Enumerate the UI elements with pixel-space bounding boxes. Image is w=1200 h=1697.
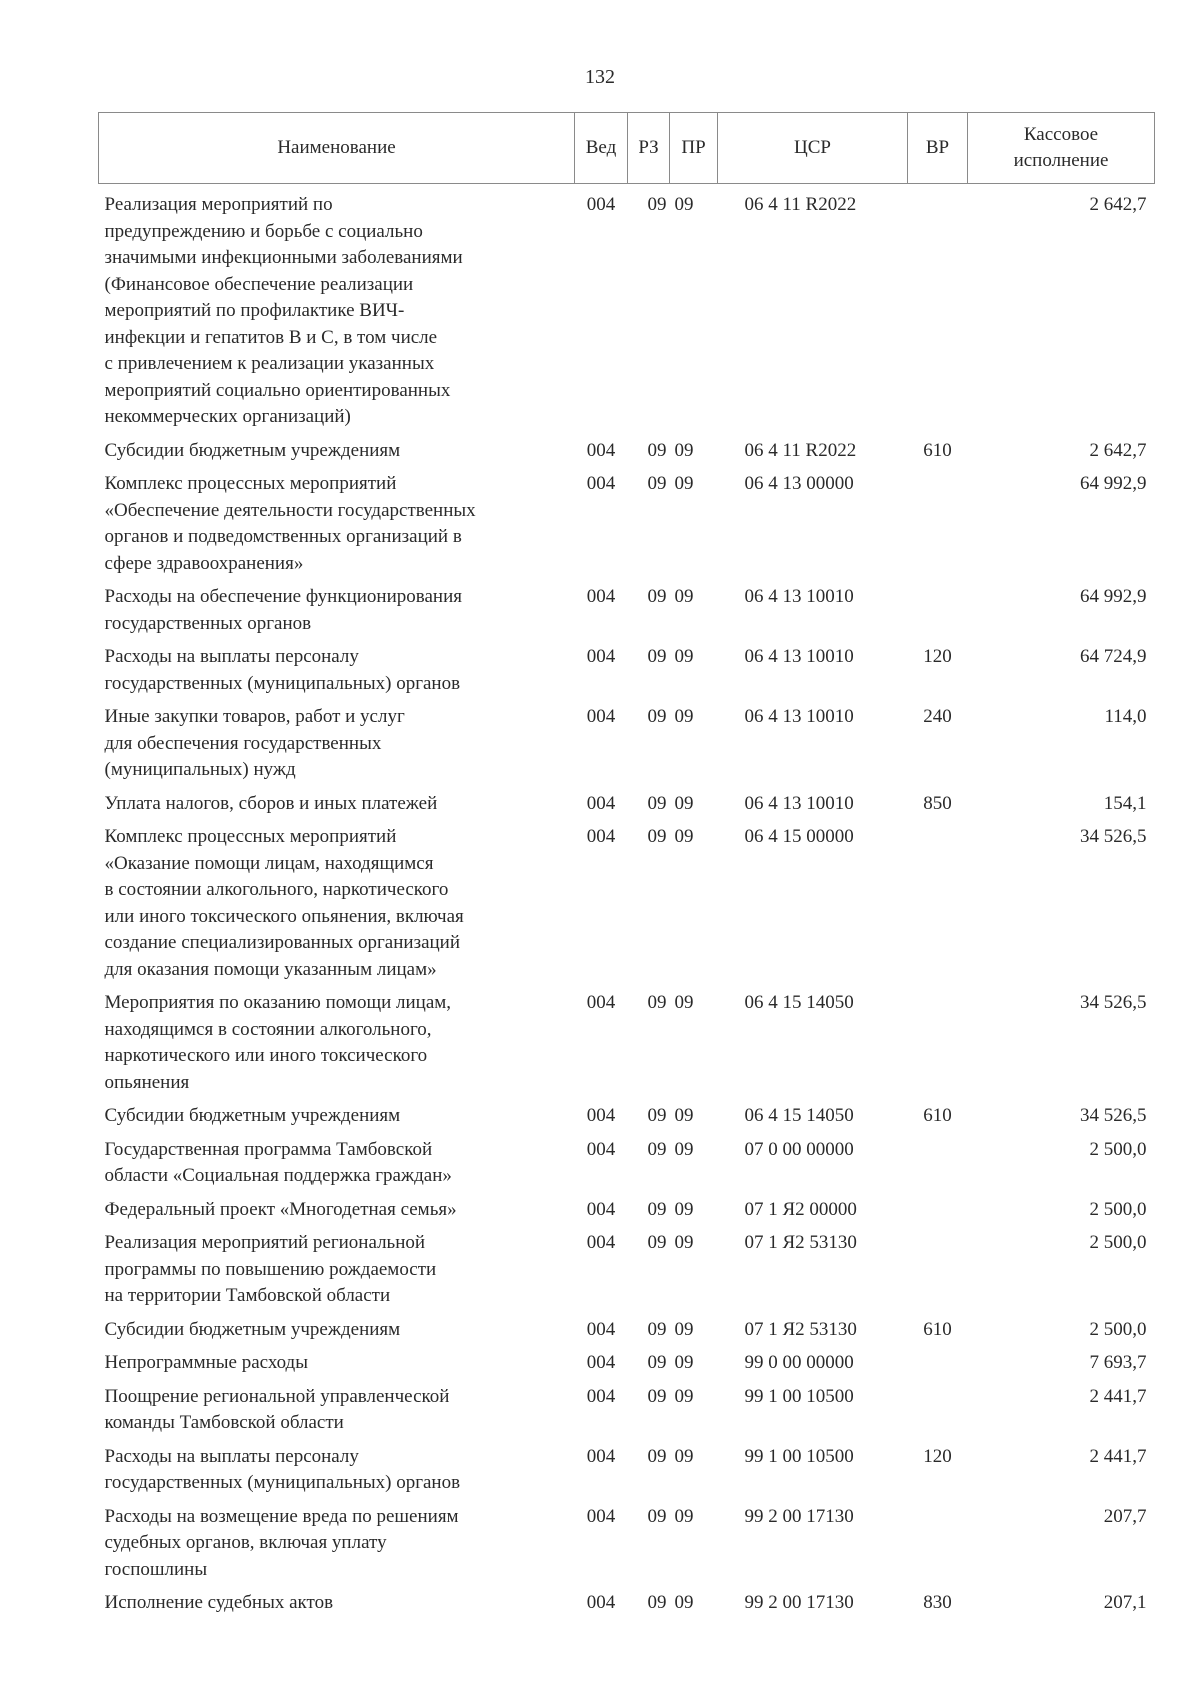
row-name-line: Мероприятия по оказанию помощи лицам, — [104, 992, 452, 1013]
row-name — [99, 1137, 575, 1197]
row-name-line: Исполнение судебных актов — [104, 1592, 334, 1613]
table-row — [99, 471, 1155, 584]
row-rz: 09 — [647, 1385, 667, 1407]
row-ved: 004 — [586, 646, 616, 667]
row-name-line: программы по повышению рождаемости — [104, 1258, 437, 1280]
table-row — [99, 1590, 1155, 1624]
row-name — [99, 1317, 575, 1351]
row-sum: 2 500,0 — [1089, 1318, 1147, 1340]
row-pr: 09 — [674, 1385, 694, 1407]
budget-table — [98, 112, 1155, 1624]
row-name-line: области «Социальная поддержка граждан» — [104, 1165, 452, 1186]
row-name — [99, 438, 575, 472]
row-rz: 09 — [647, 439, 667, 461]
row-csr: 06 4 13 00000 — [744, 473, 854, 494]
row-vr — [908, 471, 968, 584]
table-row — [99, 1230, 1155, 1317]
row-name — [99, 990, 575, 1103]
row-sum: 2 441,7 — [1089, 1445, 1147, 1467]
row-name — [99, 1350, 575, 1384]
row-sum: 2 642,7 — [1089, 194, 1147, 215]
row-rz: 09 — [647, 992, 667, 1013]
row-rz: 09 — [647, 646, 667, 667]
table-header — [99, 113, 1155, 184]
row-csr: 06 4 15 14050 — [744, 992, 854, 1013]
row-ved: 004 — [586, 992, 616, 1013]
row-ved: 004 — [586, 473, 616, 494]
header-pr: ПР — [670, 113, 718, 184]
row-name-line: Иные закупки товаров, работ и услуг — [104, 706, 405, 727]
row-ved: 004 — [586, 194, 616, 215]
row-name — [99, 1444, 575, 1504]
row-pr: 09 — [674, 1592, 694, 1613]
row-name-line: мероприятий социально ориентированных — [104, 379, 451, 401]
row-name-line: Расходы на возмещение вреда по решениям — [104, 1505, 459, 1527]
row-name-line: или иного токсического опьянения, включая — [104, 905, 464, 927]
row-name-line: государственных (муниципальных) органов — [104, 1472, 461, 1493]
table-row — [99, 1504, 1155, 1591]
row-name-line: Субсидии бюджетным учреждениям — [104, 1318, 401, 1340]
row-name — [99, 791, 575, 825]
table-row — [99, 184, 1155, 438]
table-row — [99, 990, 1155, 1103]
row-name — [99, 184, 575, 438]
row-pr: 09 — [674, 1445, 694, 1467]
row-rz: 09 — [647, 194, 667, 215]
row-pr: 09 — [674, 1198, 694, 1220]
row-name-line: государственных (муниципальных) органов — [104, 672, 461, 694]
row-pr: 09 — [674, 194, 694, 215]
row-vr: 850 — [923, 792, 952, 814]
row-name-line: Государственная программа Тамбовской — [104, 1138, 433, 1160]
row-name-line: Уплата налогов, сборов и иных платежей — [104, 792, 438, 814]
row-name-line: значимыми инфекционными заболеваниями — [104, 247, 463, 268]
row-csr: 06 4 11 R2022 — [744, 194, 857, 215]
row-pr: 09 — [674, 586, 694, 607]
row-name-line: инфекции и гепатитов В и С, в том числе — [104, 326, 438, 348]
row-name — [99, 1504, 575, 1591]
row-pr: 09 — [674, 792, 694, 814]
row-pr: 09 — [674, 706, 694, 727]
header-name: Наименование — [99, 113, 575, 184]
row-rz: 09 — [647, 826, 667, 847]
row-vr — [908, 990, 968, 1103]
row-name — [99, 1590, 575, 1624]
table-row — [99, 584, 1155, 644]
row-pr: 09 — [674, 1105, 694, 1126]
row-name-line: некоммерческих организаций) — [104, 406, 351, 427]
row-sum: 2 500,0 — [1089, 1138, 1147, 1160]
row-vr: 830 — [923, 1592, 952, 1613]
row-vr: 120 — [923, 1445, 952, 1467]
row-name-line: Субсидии бюджетным учреждениям — [104, 439, 401, 461]
row-rz: 09 — [647, 1505, 667, 1527]
row-name — [99, 824, 575, 990]
row-name-line: с привлечением к реализации указанных — [104, 353, 435, 374]
row-pr: 09 — [674, 646, 694, 667]
row-name-line: наркотического или иного токсического — [104, 1045, 428, 1066]
row-csr: 07 0 00 00000 — [744, 1138, 854, 1160]
row-ved: 004 — [586, 586, 616, 607]
table-body — [99, 184, 1155, 1624]
row-ved: 004 — [586, 1505, 616, 1527]
row-ved: 004 — [586, 1138, 616, 1160]
row-sum: 207,1 — [1103, 1592, 1147, 1613]
row-vr: 120 — [923, 646, 952, 667]
row-csr: 07 1 Я2 00000 — [744, 1198, 857, 1220]
row-sum: 64 724,9 — [1080, 646, 1147, 667]
row-vr — [908, 184, 968, 438]
row-rz: 09 — [647, 1445, 667, 1467]
row-ved: 004 — [586, 1232, 616, 1253]
row-name-line: судебных органов, включая уплату — [104, 1532, 387, 1553]
row-name-line: команды Тамбовской области — [104, 1412, 344, 1433]
header-sum-line1: Кассовое — [1023, 124, 1099, 145]
row-name-line: Расходы на выплаты персоналу — [104, 646, 359, 667]
row-vr: 610 — [923, 1318, 952, 1340]
header-sum-line2: исполнение — [1013, 150, 1109, 171]
row-name-line: Комплекс процессных мероприятий — [104, 826, 397, 847]
row-name-line: государственных органов — [104, 612, 312, 634]
row-name-line: на территории Тамбовской области — [104, 1285, 391, 1306]
row-vr — [908, 1384, 968, 1444]
row-csr: 06 4 13 10010 — [744, 706, 854, 727]
row-sum: 34 526,5 — [1080, 826, 1147, 847]
row-name-line: Реализация мероприятий по — [104, 194, 333, 215]
row-name — [99, 1384, 575, 1444]
row-name-line: создание специализированных организаций — [104, 932, 461, 953]
row-rz: 09 — [647, 586, 667, 607]
row-ved: 004 — [586, 439, 616, 461]
row-csr: 06 4 15 14050 — [744, 1105, 854, 1126]
row-rz: 09 — [647, 792, 667, 814]
table-row — [99, 704, 1155, 791]
row-name-line: находящимся в состоянии алкогольного, — [104, 1018, 432, 1040]
row-csr: 99 2 00 17130 — [744, 1505, 854, 1527]
row-vr — [908, 1504, 968, 1591]
row-csr: 06 4 13 10010 — [744, 646, 854, 667]
row-name-line: (муниципальных) нужд — [104, 759, 296, 780]
row-ved: 004 — [586, 1352, 616, 1373]
row-csr: 99 2 00 17130 — [744, 1592, 854, 1613]
row-sum: 2 500,0 — [1089, 1198, 1147, 1220]
row-csr: 06 4 13 10010 — [744, 586, 854, 607]
row-name-line: «Оказание помощи лицам, находящимся — [104, 852, 434, 874]
row-sum: 2 642,7 — [1089, 439, 1147, 461]
row-name-line: Расходы на обеспечение функционирования — [104, 586, 462, 607]
row-rz: 09 — [647, 706, 667, 727]
row-pr: 09 — [674, 1352, 694, 1373]
row-name-line: для оказания помощи указанным лицам» — [104, 958, 437, 980]
row-pr: 09 — [674, 439, 694, 461]
row-rz: 09 — [647, 1352, 667, 1373]
row-pr: 09 — [674, 473, 694, 494]
row-vr — [908, 1350, 968, 1384]
row-name — [99, 1230, 575, 1317]
row-vr: 240 — [923, 706, 952, 727]
row-csr: 07 1 Я2 53130 — [744, 1318, 857, 1340]
row-rz: 09 — [647, 1105, 667, 1126]
row-sum: 7 693,7 — [1089, 1352, 1147, 1373]
row-csr: 99 1 00 10500 — [744, 1445, 854, 1467]
row-name-line: мероприятий по профилактике ВИЧ- — [104, 300, 405, 321]
row-name-line: органов и подведомственных организаций в — [104, 526, 462, 547]
row-sum: 154,1 — [1103, 792, 1147, 814]
row-name-line: «Обеспечение деятельности государственных — [104, 499, 476, 521]
row-ved: 004 — [586, 1385, 616, 1407]
row-sum: 114,0 — [1104, 706, 1147, 727]
row-name — [99, 471, 575, 584]
row-ved: 004 — [586, 792, 616, 814]
row-vr: 610 — [923, 439, 952, 461]
row-pr: 09 — [674, 1505, 694, 1527]
row-pr: 09 — [674, 1138, 694, 1160]
row-csr: 06 4 15 00000 — [744, 826, 854, 847]
row-rz: 09 — [647, 1592, 667, 1613]
row-name-line: опьянения — [104, 1071, 190, 1093]
table-row — [99, 1197, 1155, 1231]
row-sum: 34 526,5 — [1080, 1105, 1147, 1126]
row-vr — [908, 584, 968, 644]
row-vr — [908, 1137, 968, 1197]
row-name-line: в состоянии алкогольного, наркотического — [104, 879, 449, 900]
row-vr — [908, 824, 968, 990]
row-csr: 99 1 00 10500 — [744, 1385, 854, 1407]
table-row — [99, 824, 1155, 990]
row-name-line: Реализация мероприятий региональной — [104, 1232, 426, 1253]
row-sum: 64 992,9 — [1080, 473, 1147, 494]
row-ved: 004 — [586, 706, 616, 727]
row-pr: 09 — [674, 1232, 694, 1253]
row-name-line: Субсидии бюджетным учреждениям — [104, 1105, 401, 1126]
row-rz: 09 — [647, 1232, 667, 1253]
row-ved: 004 — [586, 1318, 616, 1340]
row-name — [99, 644, 575, 704]
row-ved: 004 — [586, 826, 616, 847]
budget-table-container — [98, 112, 1154, 1624]
row-ved: 004 — [586, 1105, 616, 1126]
table-row — [99, 644, 1155, 704]
row-name-line: для обеспечения государственных — [104, 732, 382, 754]
row-rz: 09 — [647, 1138, 667, 1160]
page-number: 132 — [585, 66, 615, 88]
header-vr: ВР — [908, 113, 968, 184]
row-vr — [908, 1197, 968, 1231]
row-sum: 2 441,7 — [1089, 1385, 1147, 1407]
row-sum: 2 500,0 — [1089, 1232, 1147, 1253]
row-name-line: (Финансовое обеспечение реализации — [104, 273, 414, 295]
table-row — [99, 438, 1155, 472]
row-csr: 07 1 Я2 53130 — [744, 1232, 857, 1253]
table-row — [99, 791, 1155, 825]
header-sum — [968, 113, 1155, 184]
table-row — [99, 1444, 1155, 1504]
row-sum: 207,7 — [1103, 1505, 1147, 1527]
row-pr: 09 — [674, 826, 694, 847]
row-vr — [908, 1230, 968, 1317]
row-csr: 06 4 11 R2022 — [744, 439, 857, 461]
row-rz: 09 — [647, 473, 667, 494]
row-ved: 004 — [586, 1592, 616, 1613]
row-vr: 610 — [923, 1105, 952, 1126]
row-sum: 64 992,9 — [1080, 586, 1147, 607]
table-row — [99, 1103, 1155, 1137]
header-csr: ЦСР — [718, 113, 908, 184]
table-row — [99, 1317, 1155, 1351]
row-name-line: предупреждению и борьбе с социально — [104, 220, 423, 242]
row-csr: 06 4 13 10010 — [744, 792, 854, 814]
row-name-line: Поощрение региональной управленческой — [104, 1385, 450, 1407]
row-name — [99, 1103, 575, 1137]
header-rz: РЗ — [628, 113, 670, 184]
row-name-line: сфере здравоохранения» — [104, 552, 304, 574]
row-csr: 99 0 00 00000 — [744, 1352, 854, 1373]
row-ved: 004 — [586, 1198, 616, 1220]
row-pr: 09 — [674, 992, 694, 1013]
row-sum: 34 526,5 — [1080, 992, 1147, 1013]
row-name — [99, 704, 575, 791]
row-name — [99, 1197, 575, 1231]
row-rz: 09 — [647, 1318, 667, 1340]
row-name — [99, 584, 575, 644]
header-ved: Вед — [575, 113, 628, 184]
row-ved: 004 — [586, 1445, 616, 1467]
row-rz: 09 — [647, 1198, 667, 1220]
row-pr: 09 — [674, 1318, 694, 1340]
table-row — [99, 1350, 1155, 1384]
row-name-line: госпошлины — [104, 1558, 208, 1580]
table-row — [99, 1384, 1155, 1444]
row-name-line: Комплекс процессных мероприятий — [104, 473, 397, 494]
row-name-line: Расходы на выплаты персоналу — [104, 1445, 359, 1467]
row-name-line: Федеральный проект «Многодетная семья» — [104, 1198, 457, 1220]
row-name-line: Непрограммные расходы — [104, 1352, 308, 1373]
table-row — [99, 1137, 1155, 1197]
